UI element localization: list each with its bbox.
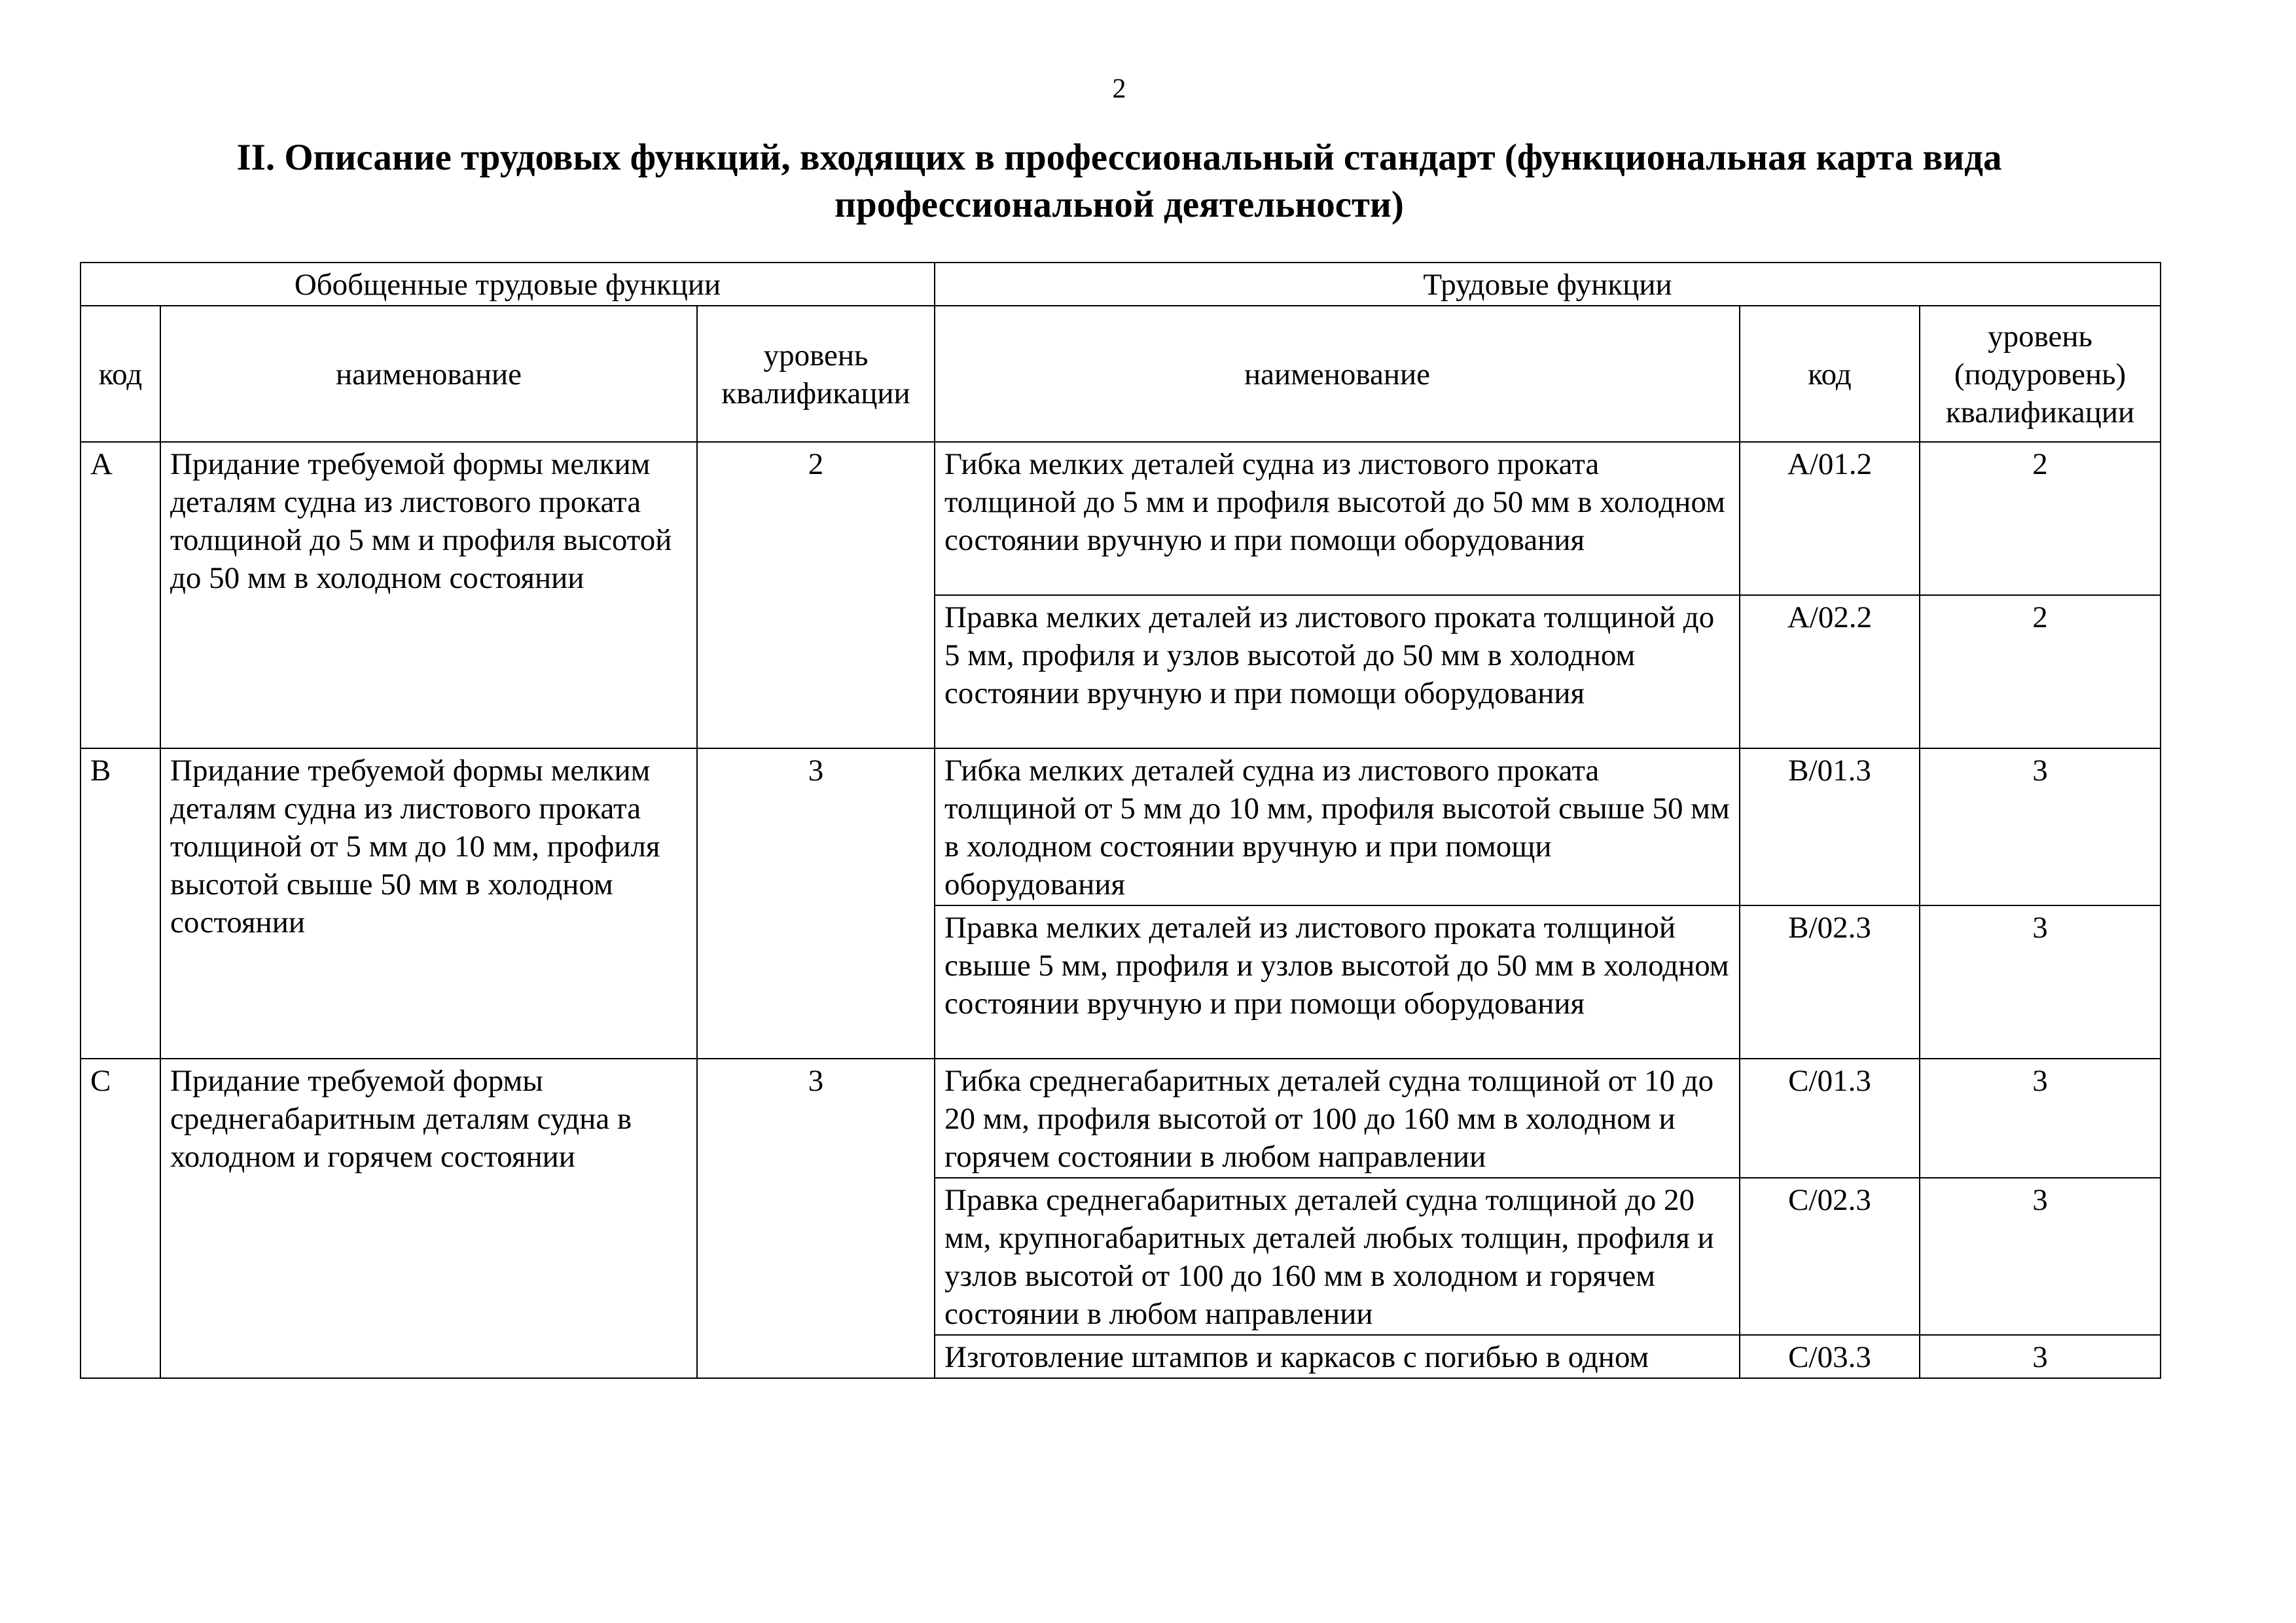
group-level: 3 — [697, 748, 935, 1059]
functional-map-table — [80, 262, 2161, 1379]
function-level: 2 — [1920, 595, 2161, 748]
function-name: Изготовление штампов и каркасов с погибью в одном — [935, 1335, 1740, 1378]
table-subheader-row — [81, 306, 2161, 442]
section-title: II. Описание трудовых функций, входящих в профессиональный стандарт (функциональная карта вида профессиональной деятельности) — [236, 137, 2002, 225]
function-name: Правка среднегабаритных деталей судна толщиной до 20 мм, крупногабаритных деталей любых толщин, профиля и узлов высотой от 100 до 160 мм в холодном и горячем состоянии в любом направлении — [935, 1178, 1740, 1335]
header-lf-level: уровень (подуровень) квалификации — [1920, 306, 2161, 442]
table-header-row — [81, 263, 2161, 306]
function-code: C/01.3 — [1740, 1059, 1920, 1178]
table-row — [81, 442, 2161, 595]
header-lf-code: код — [1740, 306, 1920, 442]
function-code: C/02.3 — [1740, 1178, 1920, 1335]
group-level: 3 — [697, 1059, 935, 1378]
function-code: B/01.3 — [1740, 748, 1920, 905]
header-lf-name: наименование — [935, 306, 1740, 442]
table-row — [81, 748, 2161, 905]
function-level: 3 — [1920, 748, 2161, 905]
group-name: Придание требуемой формы мелким деталям судна из листового проката толщиной до 5 мм и профиля высотой до 50 мм в холодном состоянии — [160, 442, 697, 748]
function-name: Гибка мелких деталей судна из листового проката толщиной от 5 мм до 10 мм, профиля высотой свыше 50 мм в холодном состоянии вручную и при помощи оборудования — [935, 748, 1740, 905]
header-labor-functions: Трудовые функции — [935, 263, 2161, 306]
header-gf-code: код — [81, 306, 160, 442]
function-name: Гибка мелких деталей судна из листового проката толщиной до 5 мм и профиля высотой до 50 мм в холодном состоянии вручную и при помощи оборудования — [935, 442, 1740, 595]
function-level: 3 — [1920, 905, 2161, 1059]
function-name: Правка мелких деталей из листового проката толщиной свыше 5 мм, профиля и узлов высотой до 50 мм в холодном состоянии вручную и при помощи оборудования — [935, 905, 1740, 1059]
function-code: A/02.2 — [1740, 595, 1920, 748]
group-code: B — [81, 748, 160, 1059]
header-generalized-functions: Обобщенные трудовые функции — [81, 263, 935, 306]
group-code: C — [81, 1059, 160, 1378]
function-level: 2 — [1920, 442, 2161, 595]
function-code: A/01.2 — [1740, 442, 1920, 595]
function-name: Правка мелких деталей из листового проката толщиной до 5 мм, профиля и узлов высотой до 50 мм в холодном состоянии вручную и при помощи оборудования — [935, 595, 1740, 748]
group-level: 2 — [697, 442, 935, 748]
header-gf-name: наименование — [160, 306, 697, 442]
group-code: A — [81, 442, 160, 748]
function-level: 3 — [1920, 1059, 2161, 1178]
function-level: 3 — [1920, 1335, 2161, 1378]
function-name: Гибка среднегабаритных деталей судна толщиной от 10 до 20 мм, профиля высотой от 100 до 160 мм в холодном и горячем состоянии в любом направлении — [935, 1059, 1740, 1178]
group-name: Придание требуемой формы мелким деталям судна из листового проката толщиной от 5 мм до 10 мм, профиля высотой свыше 50 мм в холодном состоянии — [160, 748, 697, 1059]
table-row — [81, 1059, 2161, 1178]
function-code: B/02.3 — [1740, 905, 1920, 1059]
header-gf-level: уровень квалификации — [697, 306, 935, 442]
page-number: 2 — [1112, 74, 1126, 104]
function-level: 3 — [1920, 1178, 2161, 1335]
group-name: Придание требуемой формы среднегабаритным деталям судна в холодном и горячем состоянии — [160, 1059, 697, 1378]
function-code: C/03.3 — [1740, 1335, 1920, 1378]
